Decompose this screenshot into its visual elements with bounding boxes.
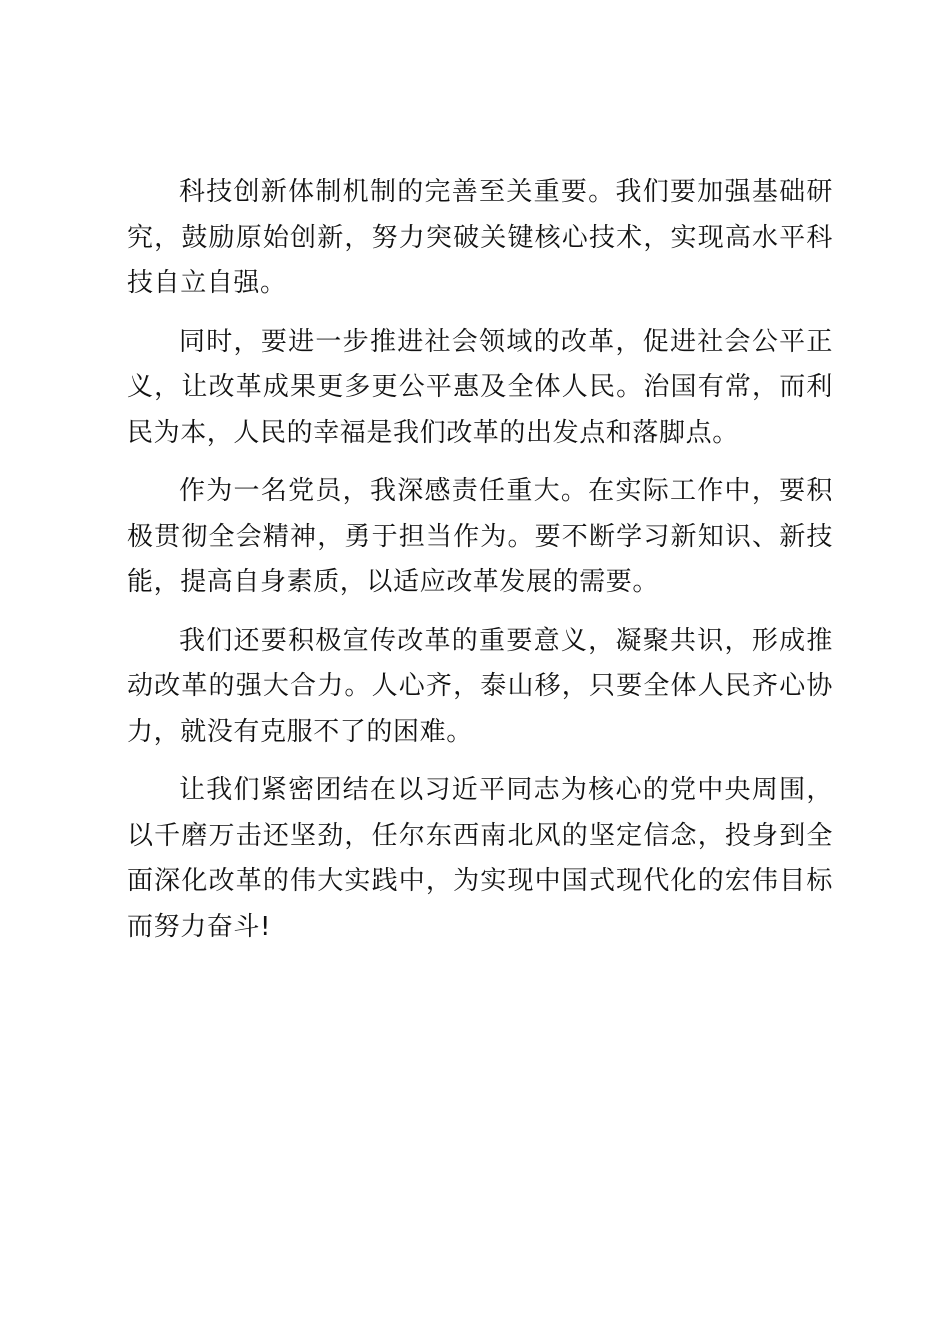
paragraph-2: 同时，要进一步推进社会领域的改革，促进社会公平正义，让改革成果更多更公平惠及全体人民。治国有常，而利民为本，人民的幸福是我们改革的出发点和落脚点。 — [127, 326, 833, 448]
paragraph-4: 我们还要积极宣传改革的重要意义，凝聚共识，形成推动改革的强大合力。人心齐，泰山移，只要全体人民齐心协力，就没有克服不了的困难。 — [127, 625, 833, 747]
paragraph-3: 作为一名党员，我深感责任重大。在实际工作中，要积极贯彻全会精神，勇于担当作为。要不断学习新知识、新技能，提高自身素质，以适应改革发展的需要。 — [127, 476, 833, 597]
paragraph-5: 让我们紧密团结在以习近平同志为核心的党中央周围，以千磨万击还坚劲，任尔东西南北风的坚定信念，投身到全面深化改革的伟大实践中，为实现中国式现代化的宏伟目标而努力奋斗! — [127, 775, 833, 942]
document-body — [127, 170, 833, 963]
paragraph-1: 科技创新体制机制的完善至关重要。我们要加强基础研究，鼓励原始创新，努力突破关键核心技术，实现高水平科技自立自强。 — [127, 177, 833, 298]
